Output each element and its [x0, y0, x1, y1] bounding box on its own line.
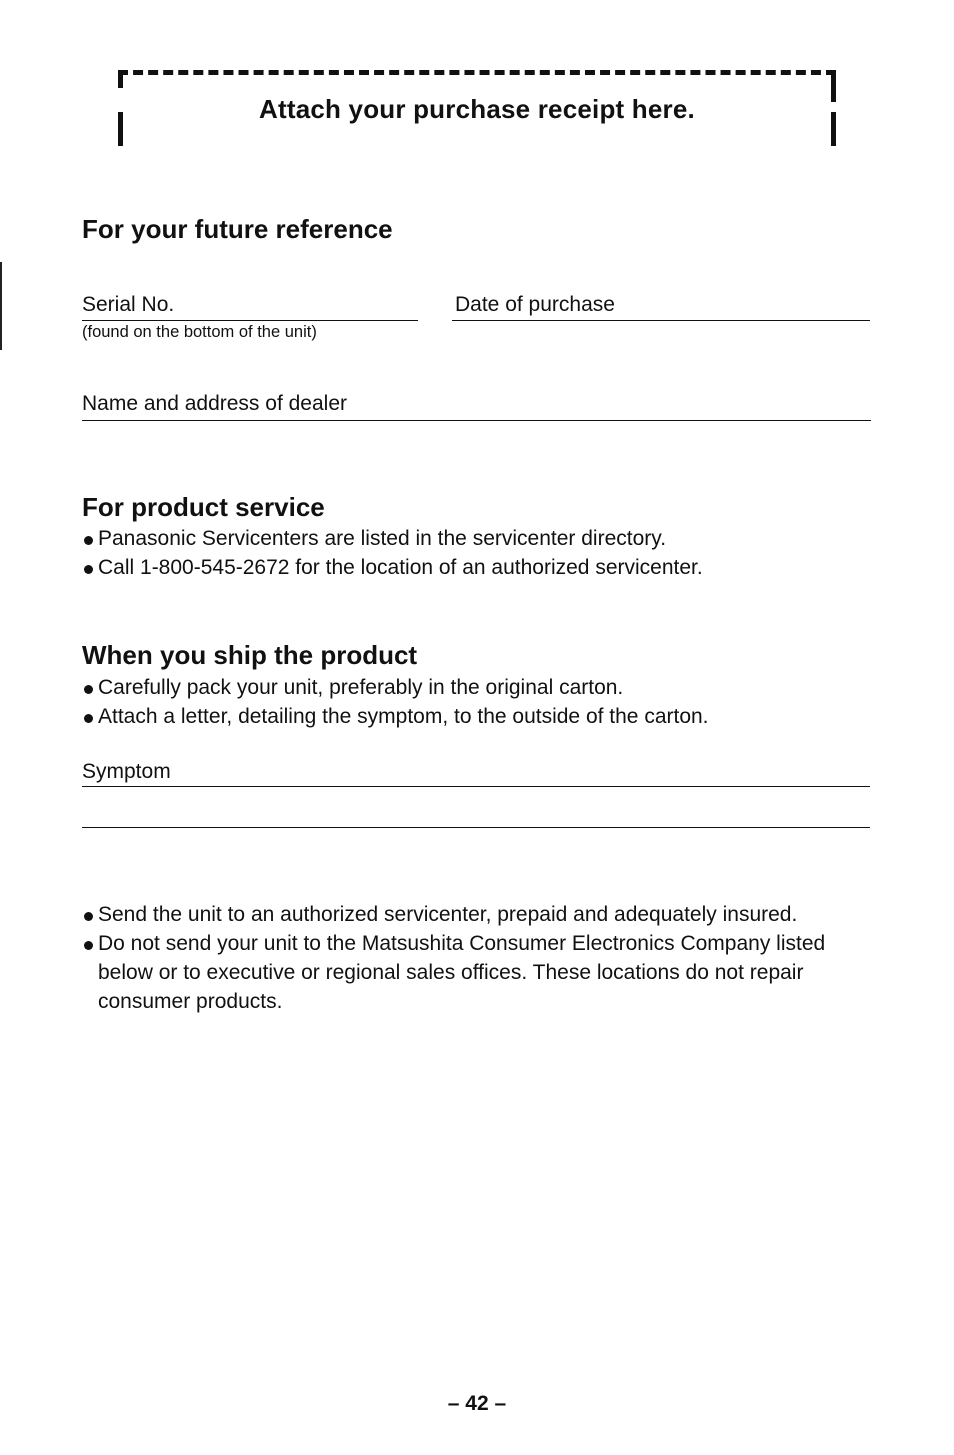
receipt-box-dashed-border [118, 70, 836, 75]
future-reference-heading: For your future reference [82, 214, 393, 244]
list-item-text: Panasonic Servicenters are listed in the servicenter directory. [98, 527, 667, 550]
ship-product-list [82, 673, 872, 731]
serial-number-note: (found on the bottom of the unit) [82, 323, 317, 341]
ship-product-heading: When you ship the product [82, 640, 418, 670]
list-item [82, 929, 872, 1016]
serial-number-field[interactable] [82, 320, 418, 321]
product-service-list [82, 524, 872, 582]
symptom-label: Symptom [82, 760, 171, 783]
page-number: – 42 – [447, 1392, 507, 1415]
list-item [82, 900, 872, 929]
bullet-icon [84, 565, 93, 574]
list-item-text: Send the unit to an authorized servicenter, prepaid and adequately insured. [98, 903, 798, 926]
list-item [82, 553, 872, 582]
scan-edge-mark [0, 262, 2, 350]
symptom-field-line-1[interactable] [82, 786, 870, 787]
receipt-box-text: Attach your purchase receipt here. [259, 94, 695, 124]
list-item [82, 524, 872, 553]
bullet-icon [84, 912, 93, 921]
bullet-icon [84, 536, 93, 545]
shipping-notes-list [82, 900, 872, 1016]
list-item [82, 702, 872, 731]
bullet-icon [84, 714, 93, 723]
dealer-field[interactable] [82, 420, 871, 421]
receipt-box-left-corner [118, 70, 123, 88]
product-service-heading: For product service [82, 492, 325, 522]
date-of-purchase-label: Date of purchase [455, 293, 615, 316]
symptom-field-line-2[interactable] [82, 827, 870, 828]
list-item [82, 673, 872, 702]
list-item-text: Do not send your unit to the Matsushita Consumer Electronics Company listed below or to executive or regional sales offices. These locations do not repair consumer products. [98, 932, 826, 1013]
list-item-text: Attach a letter, detailing the symptom, to the outside of the carton. [98, 705, 709, 728]
list-item-text: Carefully pack your unit, preferably in the original carton. [98, 676, 624, 699]
bullet-icon [84, 685, 93, 694]
list-item-text: Call 1-800-545-2672 for the location of an authorized servicenter. [98, 556, 703, 579]
dealer-label: Name and address of dealer [82, 392, 347, 415]
serial-number-label: Serial No. [82, 293, 175, 316]
bullet-icon [84, 941, 93, 950]
date-of-purchase-field[interactable] [452, 320, 870, 321]
